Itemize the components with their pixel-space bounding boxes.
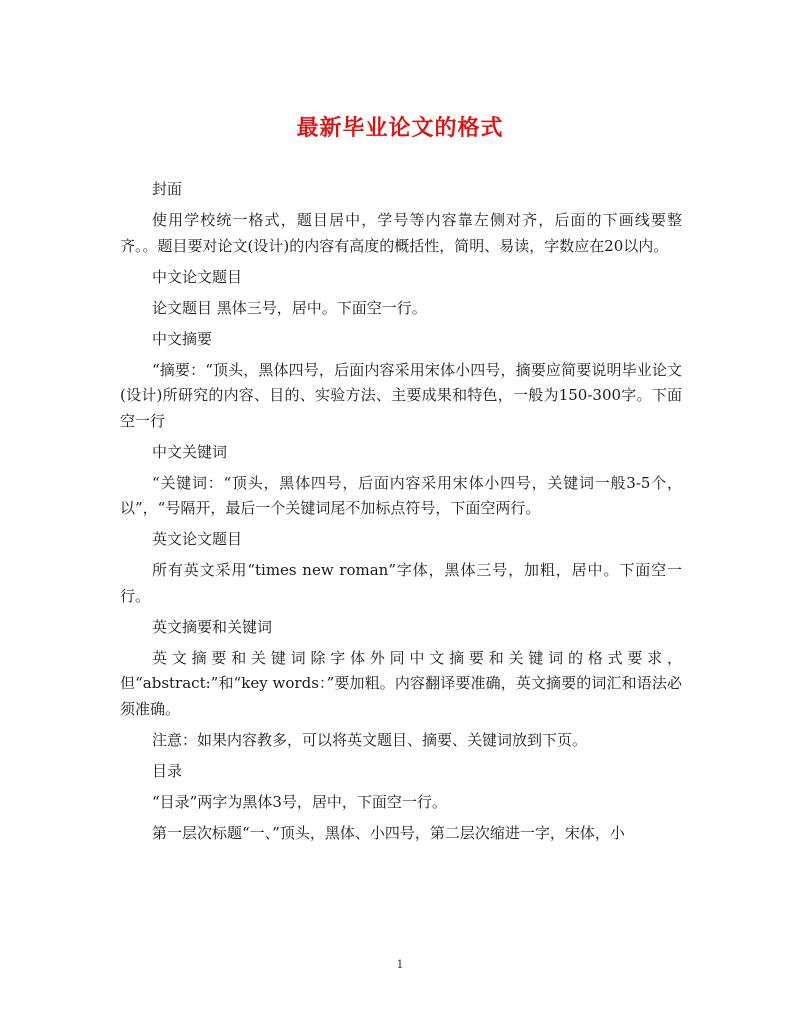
paragraph-note: 注意：如果内容教多，可以将英文题目、摘要、关键词放到下页。 <box>152 730 588 749</box>
paragraph-heading-en-abstract: 英文摘要和关键词 <box>152 617 273 636</box>
paragraph-en-abstract-desc: 英文摘要和关键词除字体外同中文摘要和关键词的格式要求，但“abstract:”和“key words：”要加粗。内容翻译要准确，英文摘要的词汇和语法必须准确。 <box>120 648 682 718</box>
paragraph-heading-cn-abstract: 中文摘要 <box>152 329 213 348</box>
paragraph-heading-en-title: 英文论文题目 <box>152 530 243 548</box>
paragraph-cn-abstract-desc: “摘要：“顶头，黑体四号，后面内容采用宋体小四号，摘要应简要说明毕业论文(设计)所研究的内容、目的、实验方法、主要成果和特色，一般为150-300字。下面空一行 <box>120 360 682 430</box>
paragraph-heading-cn-keywords: 中文关键词 <box>152 442 228 461</box>
paragraph-heading-toc: 目录 <box>152 761 183 780</box>
paragraph-cover-desc: 使用学校统一格式，题目居中，学号等内容靠左侧对齐，后面的下画线要整齐。。题目要对论文(设计)的内容有高度的概括性，简明、易读，字数应在20以内。 <box>120 211 682 255</box>
paragraph-toc-levels: 第一层次标题“一、”顶头，黑体、小四号，第二层次缩进一字，宋体，小 <box>152 823 625 842</box>
page-number: 1 <box>396 958 404 971</box>
paragraph-toc-desc: “目录”两字为黑体3号，居中，下面空一行。 <box>152 792 447 811</box>
paragraph-heading-cover: 封面 <box>152 180 183 198</box>
paragraph-cn-title-desc: 论文题目 黑体三号，居中。下面空一行。 <box>152 298 427 317</box>
document-body <box>120 177 682 852</box>
document-title: 最新毕业论文的格式 <box>296 115 504 141</box>
paragraph-en-title-desc: 所有英文采用“times new roman”字体，黑体三号，加粗，居中。下面空一行。 <box>120 561 682 605</box>
paragraph-heading-cn-title: 中文论文题目 <box>152 267 243 286</box>
paragraph-cn-keywords-desc: “关键词：“顶头，黑体四号，后面内容采用宋体小四号，关键词一般3-5个，以”，“号隔开，最后一个关键词尾不加标点符号，下面空两行。 <box>120 473 682 517</box>
